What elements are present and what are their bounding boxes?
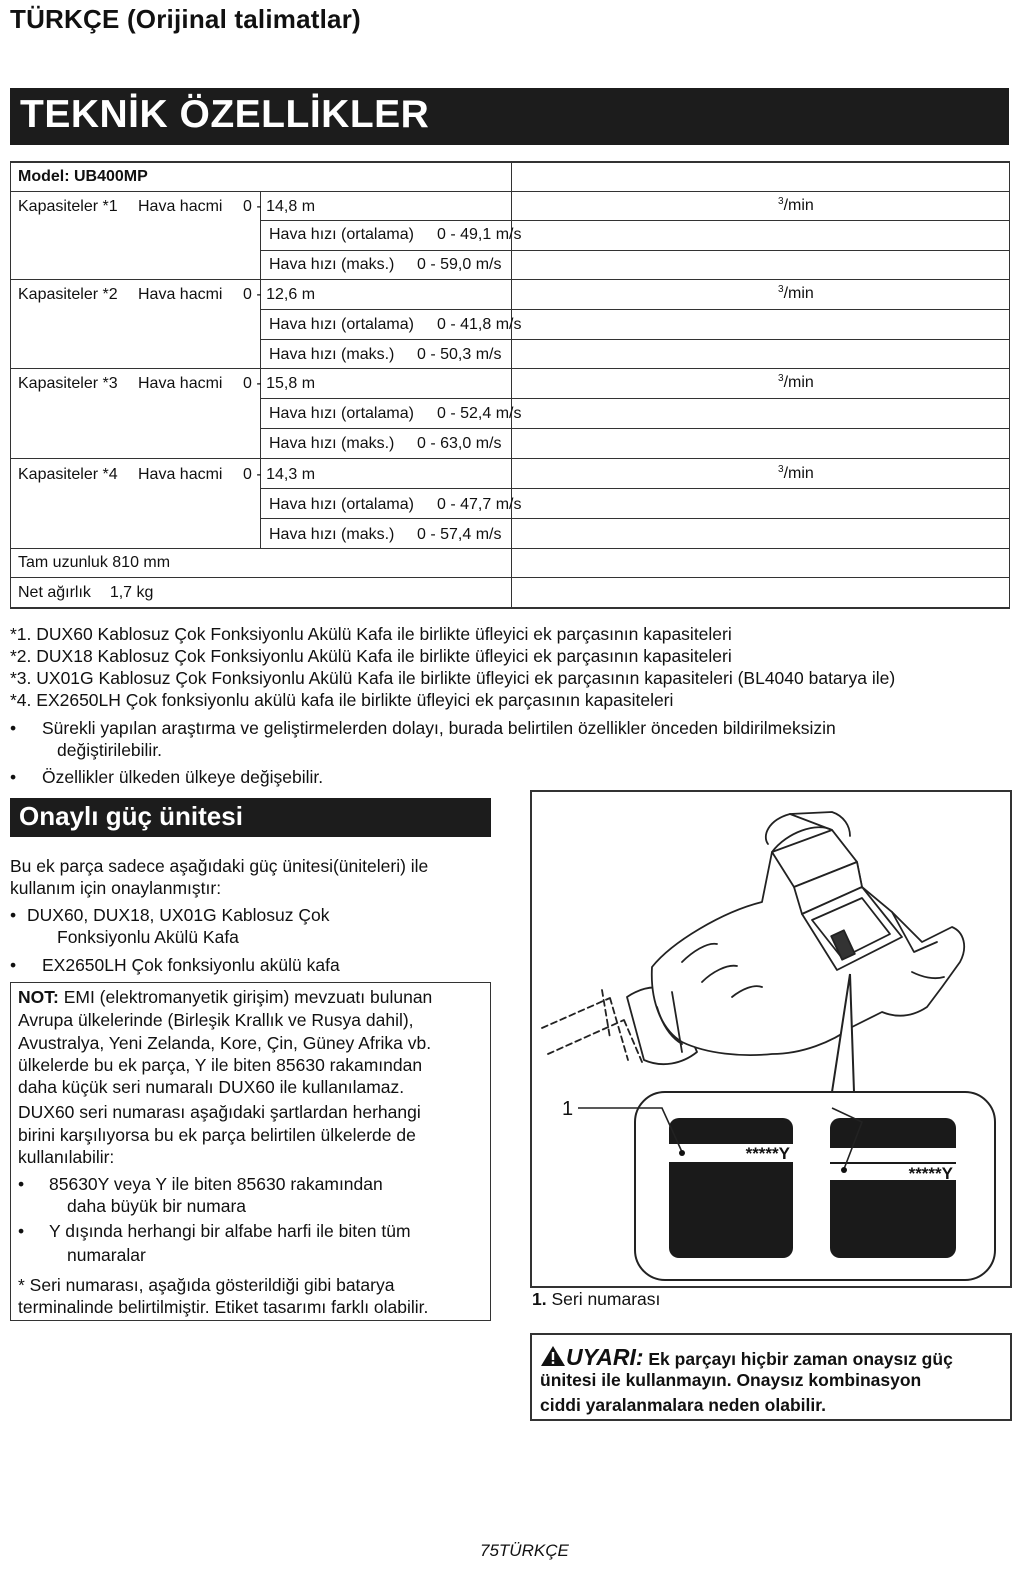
overall-length-label: Tam uzunluk (18, 554, 108, 571)
model-label: Model: (18, 168, 70, 185)
capacity-2-air-volume-unit: $^3$/min (778, 284, 814, 302)
page-footer (480, 1541, 569, 1561)
footnote-1: *1. DUX60 Kablosuz Çok Fonksiyonlu Akülü Kafa ile birlikte üfleyici ek parçasının kapasiteleri (10, 624, 732, 644)
note-line-2: Avrupa ülkelerinde (Birleşik Krallık ve Rusya dahil), (18, 1010, 414, 1030)
note-line-6: DUX60 seri numarası aşağıdaki şartlardan herhangi (18, 1102, 421, 1122)
figure-callout-1: 1 (562, 1098, 574, 1120)
page-number: 75 (480, 1541, 499, 1560)
capacity-2-air-volume-label: Hava hacmi (138, 286, 223, 303)
capacity-2-speed-max-value: 0 - 50,3 m/s (417, 346, 502, 363)
note-foot-line-1: * Seri numarası, aşağıda gösterildiği gibi batarya (18, 1275, 395, 1295)
spec-note-1-line-2: değiştirilebilir. (57, 740, 163, 760)
warning-title: UYARI: (566, 1344, 644, 1370)
note-line-8: kullanılabilir: (18, 1147, 115, 1167)
note-foot-line-2: terminalinde belirtilmiştir. Etiket tasarımı farklı olabilir. (18, 1297, 429, 1317)
capacity-2-speed-max-label: Hava hızı (maks.) (269, 346, 395, 363)
capacity-4-speed-max-label: Hava hızı (maks.) (269, 526, 395, 543)
serial-number-figure (530, 790, 1012, 1288)
warning-line-1 (540, 1344, 953, 1371)
warning-triangle-icon (540, 1345, 566, 1367)
page-language-title: TÜRKÇE (Orijinal talimatlar) (10, 4, 361, 34)
note-box (10, 982, 491, 1321)
note-label: NOT: (18, 987, 59, 1007)
overall-length-row (18, 554, 170, 572)
note-line-7: birini karşılıyorsa bu ek parça belirtilen ülkelerde de (18, 1125, 416, 1145)
power-unit-intro-line-1: Bu ek parça sadece aşağıdaki güç ünitesi(üniteleri) ile (10, 856, 429, 876)
warning-line-2: ünitesi ile kullanmayın. Onaysız kombinasyon (540, 1370, 922, 1390)
note-line-3: Avustralya, Yeni Zelanda, Kore, Çin, Güney Afrika vb. (18, 1033, 432, 1053)
note-bullet-2-line-2: numaralar (67, 1245, 146, 1265)
bullet-dot: • (18, 1221, 25, 1241)
note-line-1: NOT: EMI (elektromanyetik girişim) mevzuatı bulunan (18, 987, 433, 1007)
power-unit-item-1-line-2: Fonksiyonlu Akülü Kafa (57, 927, 239, 947)
capacity-4-air-volume-label: Hava hacmi (138, 466, 223, 483)
capacity-1-speed-avg-value: 0 - 49,1 m/s (437, 226, 522, 243)
bullet-dot: • (18, 1174, 25, 1194)
figure-caption-number: 1. (532, 1289, 547, 1309)
specifications-table (10, 161, 1010, 608)
bullet-dot: • (10, 955, 17, 975)
spec-note-2: Özellikler ülkeden ülkeye değişebilir. (42, 767, 324, 787)
capacity-2-label: Kapasiteler *2 (18, 286, 118, 303)
capacity-1-air-volume-label: Hava hacmi (138, 198, 223, 215)
capacity-3-label: Kapasiteler *3 (18, 375, 118, 392)
capacity-1-speed-avg-label: Hava hızı (ortalama) (269, 226, 414, 243)
overall-length-value: 810 mm (112, 554, 171, 571)
model-value: UB400MP (74, 168, 148, 185)
power-unit-heading: Onaylı güç ünitesi (19, 801, 243, 831)
battery-label-1-serial: *****Y (745, 1144, 790, 1163)
net-weight-row (18, 584, 153, 602)
power-unit-item-1-line-1: DUX60, DUX18, UX01G Kablosuz Çok (27, 905, 330, 925)
capacity-4-speed-max-value: 0 - 57,4 m/s (417, 526, 502, 543)
capacity-4-speed-avg-label: Hava hızı (ortalama) (269, 496, 414, 513)
capacity-4-speed-avg-value: 0 - 47,7 m/s (437, 496, 522, 513)
power-unit-item-2: EX2650LH Çok fonksiyonlu akülü kafa (42, 955, 340, 975)
note-bullet-1-line-1: 85630Y veya Y ile biten 85630 rakamından (49, 1174, 383, 1194)
note-bullet-1-line-2: daha büyük bir numara (67, 1196, 246, 1216)
battery-head-illustration (532, 792, 1010, 1286)
net-weight-value: 1,7 kg (109, 584, 154, 601)
battery-label-2-serial: *****Y (908, 1164, 953, 1183)
note-line-5: daha küçük seri numaralı DUX60 ile kullanılamaz. (18, 1077, 405, 1097)
capacity-3-air-volume-value: 0 - 15,8 m (243, 375, 316, 392)
capacity-1-label: Kapasiteler *1 (18, 198, 118, 215)
footer-language: TÜRKÇE (498, 1541, 569, 1560)
capacity-3-air-volume-unit: $^3$/min (778, 373, 814, 391)
model-row (18, 168, 148, 186)
specifications-heading-bar (10, 88, 1009, 145)
spec-note-1-line-1: Sürekli yapılan araştırma ve geliştirmelerden dolayı, burada belirtilen özellikler önceden bildirilmeksizin (42, 718, 836, 738)
capacity-4-label: Kapasiteler *4 (18, 466, 118, 483)
warning-line-3: ciddi yaralanmalara neden olabilir. (540, 1395, 826, 1415)
warning-text-1: Ek parçayı hiçbir zaman onaysız güç (643, 1349, 953, 1369)
note-bullet-2-line-1: Y dışında herhangi bir alfabe harfi ile biten tüm (49, 1221, 411, 1241)
capacity-3-speed-max-value: 0 - 63,0 m/s (417, 435, 502, 452)
capacity-1-air-volume-value: 0 - 14,8 m (243, 198, 316, 215)
figure-caption-text: Seri numarası (546, 1289, 661, 1309)
figure-caption (532, 1289, 660, 1310)
bullet-dot: • (10, 718, 17, 738)
bullet-dot: • (10, 905, 17, 925)
capacity-4-air-volume-value: 0 - 14,3 m (243, 466, 316, 483)
capacity-2-speed-avg-label: Hava hızı (ortalama) (269, 316, 414, 333)
capacity-2-air-volume-value: 0 - 12,6 m (243, 286, 316, 303)
warning-box (530, 1333, 1012, 1421)
capacity-2-speed-avg-value: 0 - 41,8 m/s (437, 316, 522, 333)
capacity-1-speed-max-value: 0 - 59,0 m/s (417, 256, 502, 273)
capacity-1-speed-max-label: Hava hızı (maks.) (269, 256, 395, 273)
note-line-4: ülkelerde bu ek parça, Y ile biten 85630 rakamından (18, 1055, 423, 1075)
net-weight-label: Net ağırlık (18, 584, 91, 601)
capacity-3-speed-avg-label: Hava hızı (ortalama) (269, 405, 414, 422)
capacity-3-speed-avg-value: 0 - 52,4 m/s (437, 405, 522, 422)
footnote-2: *2. DUX18 Kablosuz Çok Fonksiyonlu Akülü Kafa ile birlikte üfleyici ek parçasının kapasiteleri (10, 646, 732, 666)
capacity-4-air-volume-unit: $^3$/min (778, 464, 814, 482)
power-unit-intro-line-2: kullanım için onaylanmıştır: (10, 878, 222, 898)
capacity-3-air-volume-label: Hava hacmi (138, 375, 223, 392)
capacity-1-air-volume-unit: $^3$/min (778, 196, 814, 214)
footnote-3: *3. UX01G Kablosuz Çok Fonksiyonlu Akülü Kafa ile birlikte üfleyici ek parçasının kapasiteleri (BL4040 batarya ile) (10, 668, 896, 688)
capacity-3-speed-max-label: Hava hızı (maks.) (269, 435, 395, 452)
bullet-dot: • (10, 767, 17, 787)
power-unit-heading-bar (10, 798, 491, 837)
footnote-4: *4. EX2650LH Çok fonksiyonlu akülü kafa ile birlikte üfleyici ek parçasının kapasiteleri (10, 690, 674, 710)
specifications-heading: TEKNİK ÖZELLİKLER (20, 93, 430, 136)
